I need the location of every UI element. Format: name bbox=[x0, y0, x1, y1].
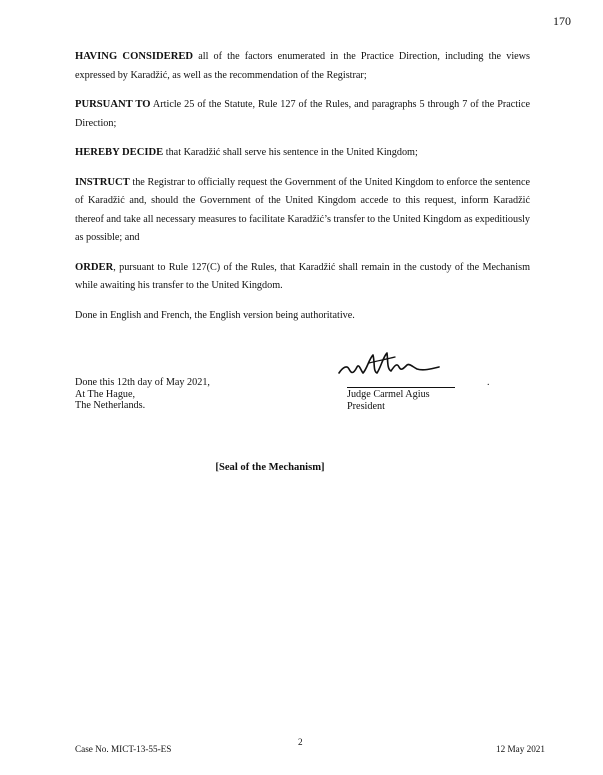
seal-label: [Seal of the Mechanism] bbox=[215, 462, 325, 473]
paragraph-pursuant-to bbox=[75, 96, 530, 133]
paragraph-text: all of the factors enumerated in the Practice Direction, including the views expressed by Karadžić, as well as the recommendation of the Registrar; bbox=[75, 51, 530, 81]
signing-place: At The Hague, bbox=[75, 388, 136, 400]
signatory bbox=[347, 389, 430, 412]
paragraph-lead: HEREBY DECIDE bbox=[75, 147, 164, 158]
signatory-name: Judge Carmel Agius bbox=[347, 389, 430, 400]
footer-case-number: Case No. MICT-13-55-ES bbox=[75, 744, 172, 754]
footer-date: 12 May 2021 bbox=[496, 744, 545, 754]
paragraph-done-in bbox=[75, 307, 530, 326]
paragraph-text: Article 25 of the Statute, Rule 127 of the Rules, and paragraphs 5 through 7 of the Practice Direction; bbox=[75, 99, 531, 129]
paragraph-lead: PURSUANT TO bbox=[75, 99, 151, 110]
paragraph-having-considered bbox=[75, 48, 530, 85]
signing-date: Done this 12th day of May 2021, bbox=[75, 377, 210, 388]
signing-place-date bbox=[75, 377, 210, 412]
paragraph-lead: INSTRUCT bbox=[75, 176, 130, 188]
paragraph-text: the Registrar to officially request the Government of the United Kingdom to enforce the sentence of Karadžić and, should the Government of the United Kingdom accede to this request, inform Karadžić thereof and take all necessary measures to facilitate Karadžić’s transfer to the United Kingdom as expeditiously as possible; and bbox=[75, 176, 530, 243]
footer-page-number: 2 bbox=[298, 737, 303, 747]
body-text bbox=[75, 48, 530, 336]
signing-country: The Netherlands. bbox=[75, 400, 146, 411]
page-number-top: 170 bbox=[553, 14, 571, 28]
paragraph-lead: HAVING CONSIDERED bbox=[75, 51, 194, 62]
signature-block bbox=[75, 345, 530, 425]
signature-trailing-mark: . bbox=[487, 377, 490, 388]
signature-line bbox=[347, 387, 455, 388]
paragraph-hereby-decide bbox=[75, 144, 530, 163]
paragraph-text: , pursuant to Rule 127(C) of the Rules, that Karadžić shall remain in the custody of the Mechanism while awaiting his transfer to the United Kingdom. bbox=[75, 261, 530, 291]
paragraph-instruct bbox=[75, 174, 530, 248]
signatory-title: President bbox=[347, 400, 385, 412]
paragraph-lead: ORDER bbox=[75, 261, 114, 273]
handwritten-signature bbox=[333, 345, 453, 385]
paragraph-text: that Karadžić shall serve his sentence in the United Kingdom; bbox=[163, 147, 418, 158]
paragraph-text: Done in English and French, the English version being authoritative. bbox=[75, 309, 355, 321]
paragraph-order bbox=[75, 259, 530, 296]
